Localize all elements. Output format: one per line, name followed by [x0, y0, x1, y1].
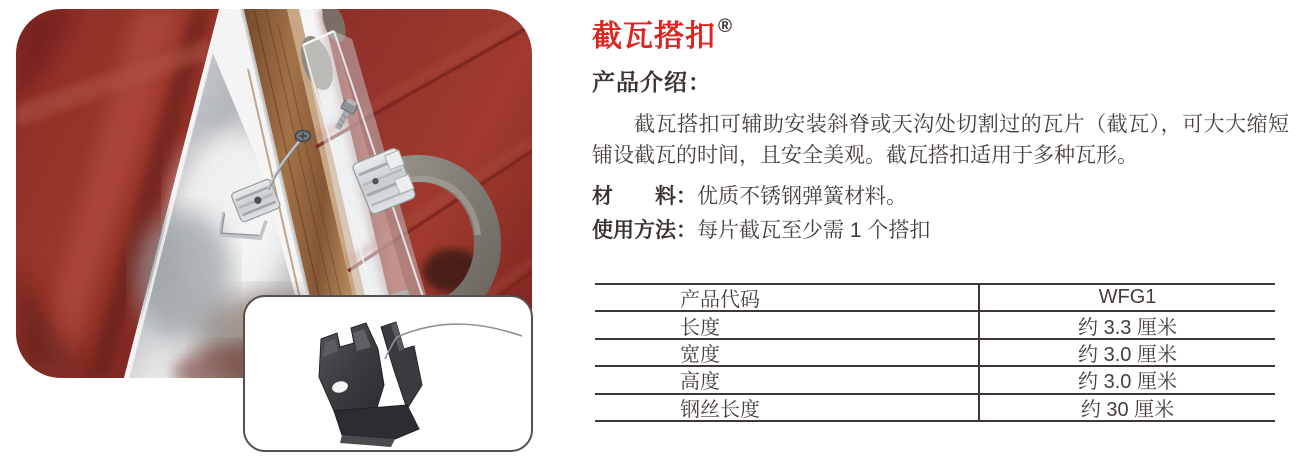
material-label: 材 料： [592, 185, 697, 208]
usage-value: 每片截瓦至少需 1 个搭扣 [697, 219, 931, 242]
table-row [595, 367, 1275, 394]
section-heading: 产品介绍： [592, 69, 712, 95]
spec-value: 约 3.0 厘米 [1078, 371, 1177, 394]
tile-clip [319, 322, 522, 447]
product-title: 截瓦搭扣 [592, 20, 716, 53]
spec-value: 约 3.0 厘米 [1078, 343, 1177, 366]
usage-line [592, 214, 930, 244]
usage-label: 使用方法： [592, 219, 697, 242]
material-value: 优质不锈钢弹簧材料。 [697, 185, 907, 208]
clip-closeup-illustration [245, 297, 531, 450]
table-row [595, 395, 1275, 420]
clip-closeup-inset [243, 295, 533, 452]
spec-label: 产品代码 [595, 285, 980, 310]
product-description: 截瓦搭扣可辅助安装斜脊或天沟处切割过的瓦片（截瓦），可大大缩短铺设截瓦的时间，且安全美观。截瓦搭扣适用于多种瓦形。 [592, 113, 1289, 167]
spec-value: 约 3.3 厘米 [1078, 316, 1177, 339]
spec-label: 钢丝长度 [595, 395, 980, 420]
table-row [595, 312, 1275, 339]
spec-label: 长度 [595, 312, 980, 337]
spec-value: 约 30 厘米 [1080, 398, 1175, 421]
table-row [595, 285, 1275, 312]
table-row [595, 340, 1275, 367]
spec-value: WFG1 [1098, 286, 1157, 309]
spec-label: 高度 [595, 367, 980, 392]
material-line [592, 180, 907, 210]
registered-trademark-symbol: ® [718, 16, 732, 37]
title-row [592, 16, 732, 55]
product-figure [16, 9, 533, 452]
spec-table [595, 283, 1275, 422]
spec-label: 宽度 [595, 340, 980, 365]
